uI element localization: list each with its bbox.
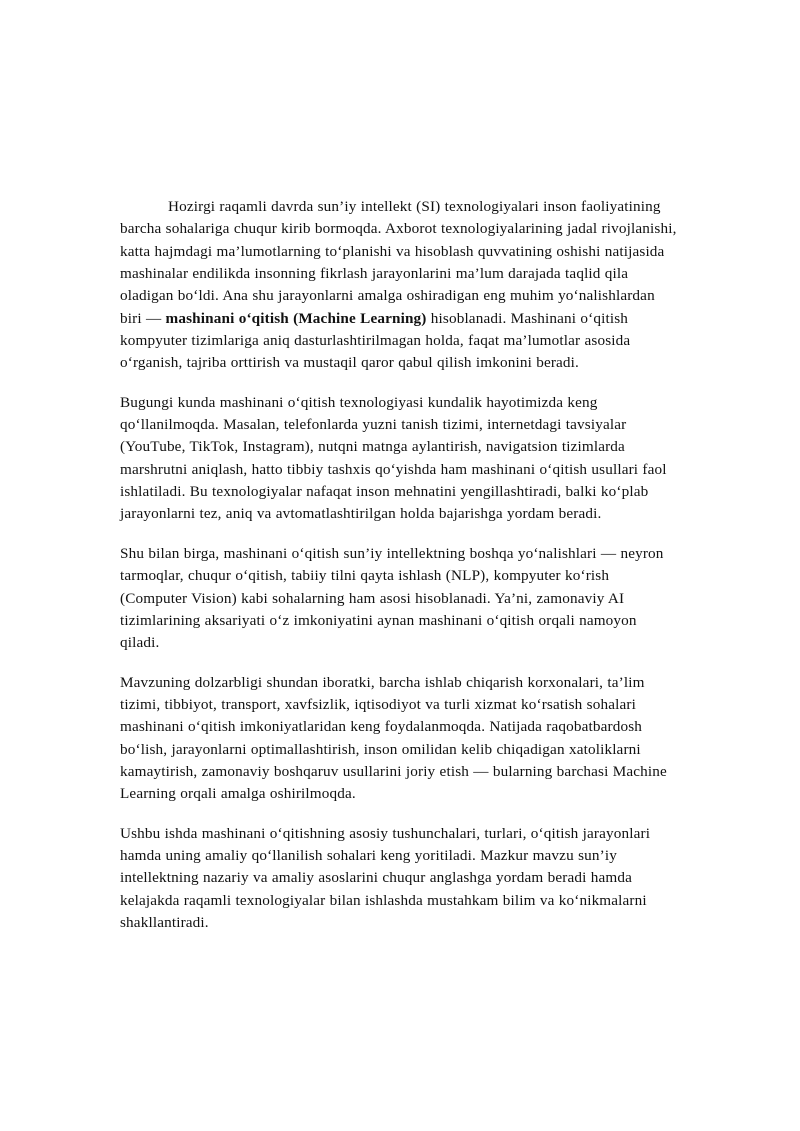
paragraph-1 (120, 196, 680, 375)
body-text: Bugungi kunda mashinani o‘qitish texnologiyasi kundalik hayotimizda keng qo‘llanilmoqda. Masalan, telefonlarda yuzni tanish tizimi, internetdagi tavsiyalar (YouTube, TikTok, Instagram), nutqni matnga aylantirish, navigatsion tizimlarda marshrutni aniqlash, hatto tibbiy tashxis qo‘yishda ham mashinani o‘qitish usullari faol ishlatiladi. Bu texnologiyalar nafaqat inson mehnatini yengillashtiradi, balki ko‘plab jarayonlarni tez, aniq va avtomatlashtirilgan holda bajarishga yordam beradi. (120, 393, 667, 523)
body-text: Ushbu ishda mashinani o‘qitishning asosiy tushunchalari, turlari, o‘qitish jarayonlari hamda uning amaliy qo‘llanilish sohalari keng yoritiladi. Mazkur mavzu sun’iy intellektning nazariy va amaliy asoslarini chuqur anglashga yordam beradi hamda kelajakda raqamli texnologiyalar bilan ishlashda mustahkam bilim va ko‘nikmalarni shakllantiradi. (120, 824, 651, 931)
emphasis-text: mashinani o‘qitish (Machine Learning) (165, 309, 427, 327)
paragraph-5 (120, 823, 680, 935)
body-text: hisoblanadi. Mashinani o‘qitish kompyuter tizimlariga aniq dasturlashtirilmagan holda, faqat ma’lumotlar asosida o‘rganish, tajriba orttirish va mustaqil qaror qabul qilish imkonini beradi. (120, 309, 631, 372)
paragraph-3 (120, 543, 680, 655)
body-text: Mavzuning dolzarbligi shundan iboratki, barcha ishlab chiqarish korxonalari, ta’lim tizimi, tibbiyot, transport, xavfsizlik, iqtisodiyot va turli xizmat ko‘rsatish sohalari mashinani o‘qitish imkoniyatlaridan keng foydalanmoqda. Natijada raqobatbardosh bo‘lish, jarayonlarni optimallashtirish, inson omilidan kelib chiqadigan xatoliklarni kamaytirish, zamonaviy boshqaruv usullarini joriy etish — bularning barchasi Machine Learning orqali amalga oshirilmoqda. (120, 673, 667, 803)
document-text-body (120, 196, 680, 934)
body-text: Shu bilan birga, mashinani o‘qitish sun’iy intellektning boshqa yo‘nalishlari — neyron tarmoqlar, chuqur o‘qitish, tabiiy tilni qayta ishlash (NLP), kompyuter ko‘rish (Computer Vision) kabi sohalarning ham asosi hisoblanadi. Ya’ni, zamonaviy AI tizimlarining aksariyati o‘z imkoniyatini aynan mashinani o‘qitish orqali namoyon qiladi. (120, 544, 664, 652)
paragraph-4 (120, 672, 680, 806)
body-text: Hozirgi raqamli davrda sun’iy intellekt (SI) texnologiyalari inson faoliyatining barcha sohalariga chuqur kirib bormoqda. Axborot texnologiyalarining jadal rivojlanishi, katta hajmdagi ma’lumotlarning to‘planishi va hisoblash quvvatining oshishi natijasida mashinalar endilikda insonning fikrlash jarayonlarini ma’lum darajada taqlid qila oladigan bo‘ldi. Ana shu jarayonlarni amalga oshiradigan eng muhim yo‘nalishlardan biri — (120, 198, 677, 327)
paragraph-2 (120, 392, 680, 526)
